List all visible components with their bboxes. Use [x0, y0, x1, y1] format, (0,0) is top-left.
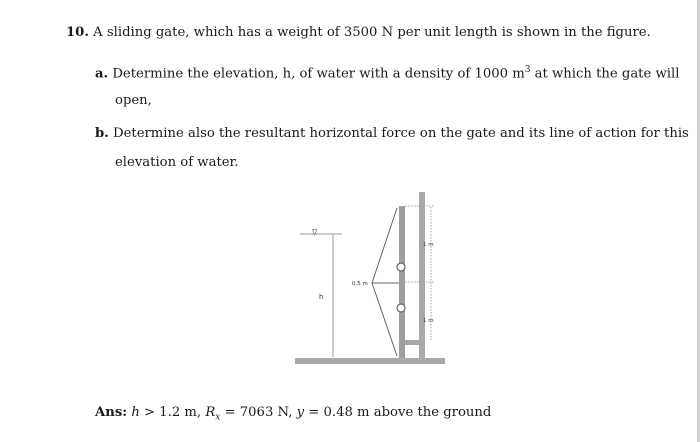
water-surface-symbol: ∇ [312, 228, 318, 237]
sliding-gate-figure [290, 188, 450, 368]
answer-h-var: h [131, 405, 140, 420]
part-b-text-1: Determine also the resultant horizontal force on the gate and its line of action for this [113, 126, 689, 141]
answer-r-value: = 7063 N, [220, 405, 297, 420]
roller-lower [397, 304, 405, 312]
label-0-5m: 0.5 m [352, 281, 368, 287]
sliding-gate [399, 206, 405, 358]
answer-r-sub: x [215, 412, 221, 423]
support-horizontal [405, 340, 425, 345]
label-bottom-1m: 1 m [423, 318, 434, 324]
strut-lower [372, 283, 397, 356]
h-label: h [319, 293, 324, 301]
part-a-label: a. [95, 66, 109, 82]
part-a-text-1: Determine the elevation, h, of water with a density of 1000 m [112, 66, 525, 82]
label-top-1m: 1 m [423, 242, 434, 248]
part-a-superscript: 3 [524, 65, 531, 75]
roller-upper [397, 263, 405, 271]
answer-r-var: R [205, 405, 216, 420]
answer-y-var: y [296, 405, 305, 420]
part-b-label: b. [95, 126, 109, 141]
problem-number: 10. [66, 25, 89, 40]
problem-statement: A sliding gate, which has a weight of 3500 N per unit length is shown in the figure. [93, 25, 651, 40]
problem-line [66, 25, 651, 40]
vertical-post [419, 192, 425, 358]
answer-label: Ans: [95, 405, 128, 420]
strut-upper [372, 208, 397, 283]
answer-y-value: = 0.48 m above the ground [304, 405, 492, 420]
ground [295, 358, 445, 364]
part-b-text-2: elevation of water. [115, 155, 239, 170]
part-a-text-1-end: at which the gate will [530, 66, 680, 82]
answer-line [95, 405, 491, 423]
part-a-text-2: open, [115, 93, 152, 108]
answer-h-value: > 1.2 m, [139, 405, 206, 420]
part-a-line-1 [95, 65, 679, 81]
part-b-line-1 [95, 126, 689, 141]
